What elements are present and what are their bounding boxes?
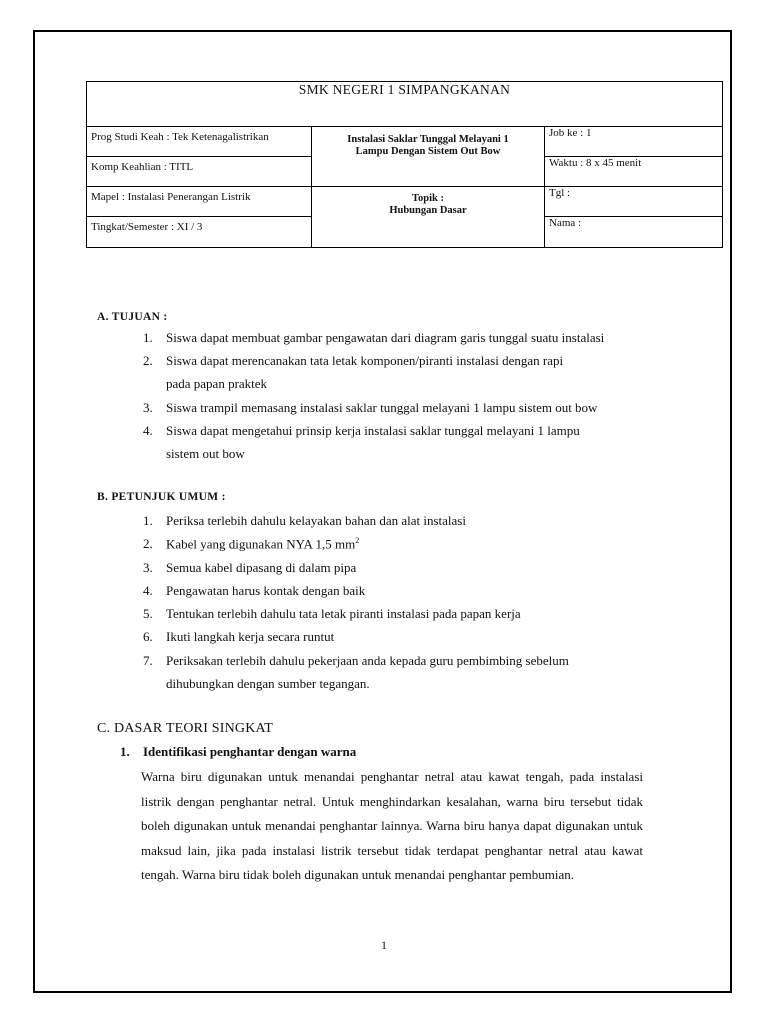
page-number: 1 — [381, 938, 387, 952]
header-table — [86, 81, 723, 248]
petunjuk-item-1: Periksa terlebih dahulu kelayakan bahan dan alat instalasi — [166, 513, 466, 528]
waktu: Waktu : 8 x 45 menit — [549, 157, 642, 169]
komp-keahlian: Komp Keahlian : TITL — [91, 161, 194, 173]
petunjuk-num-7: 7. — [143, 653, 153, 668]
petunjuk-heading: B. PETUNJUK UMUM : — [97, 491, 226, 503]
school-name: SMK NEGERI 1 SIMPANGKANAN — [298, 82, 511, 97]
tujuan-item-4-cont: sistem out bow — [166, 446, 245, 461]
tujuan-num-2: 2. — [143, 353, 153, 368]
topik — [312, 193, 544, 217]
tujuan-num-1: 1. — [143, 330, 153, 345]
superscript-2: 2 — [355, 536, 360, 545]
prog-studi: Prog Studi Keah : Tek Ketenagalistrikan — [91, 131, 269, 143]
job-title-line-2: Lampu Dengan Sistem Out Bow — [355, 146, 501, 157]
petunjuk-item-2 — [166, 536, 359, 552]
tujuan-item-4: Siswa dapat mengetahui prinsip kerja instalasi saklar tunggal melayani 1 lampu — [166, 423, 580, 438]
tujuan-num-4: 4. — [143, 423, 153, 438]
tujuan-heading: A. TUJUAN : — [97, 311, 168, 323]
dasar-teori-sub-heading: Identifikasi penghantar dengan warna — [143, 744, 357, 759]
petunjuk-num-2: 2. — [143, 536, 153, 551]
topik-label: Topik : — [411, 193, 444, 204]
petunjuk-item-7-cont: dihubungkan dengan sumber tegangan. — [166, 676, 370, 691]
job-title-line-1: Instalasi Saklar Tunggal Melayani 1 — [347, 134, 509, 145]
petunjuk-num-3: 3. — [143, 560, 153, 575]
petunjuk-item-7: Periksakan terlebih dahulu pekerjaan anda kepada guru pembimbing sebelum — [166, 653, 569, 668]
petunjuk-item-2-text: Kabel yang digunakan NYA 1,5 mm — [166, 536, 356, 552]
tujuan-item-3: Siswa trampil memasang instalasi saklar tunggal melayani 1 lampu sistem out bow — [166, 400, 598, 415]
tujuan-item-2-cont: pada papan praktek — [166, 376, 268, 391]
topik-value: Hubungan Dasar — [389, 205, 467, 216]
tujuan-item-1: Siswa dapat membuat gambar pengawatan dari diagram garis tunggal suatu instalasi — [166, 330, 605, 345]
dasar-teori-heading: C. DASAR TEORI SINGKAT — [97, 721, 274, 736]
dasar-teori-paragraph: Warna biru digunakan untuk menandai penghantar netral atau kawat tengah, pada instalasi listrik dengan penghantar netral. Untuk menghindarkan kesalahan, warna biru tersebut tidak boleh digunakan untuk menandai penghantar lainnya. Warna biru hanya dapat digunakan untuk maksud lain, jika pada instalasi listrik tersebut tidak terdapat penghantar netral atau kawat tengah. Warna biru tidak boleh digunakan untuk menandai penghantar pembumian. — [141, 769, 643, 882]
petunjuk-num-1: 1. — [143, 513, 153, 528]
tanggal: Tgl : — [549, 187, 571, 199]
petunjuk-item-4: Pengawatan harus kontak dengan baik — [166, 583, 366, 598]
job-number: Job ke : 1 — [549, 127, 592, 139]
petunjuk-num-4: 4. — [143, 583, 153, 598]
petunjuk-item-6: Ikuti langkah kerja secara runtut — [166, 629, 335, 644]
petunjuk-item-5: Tentukan terlebih dahulu tata letak piranti instalasi pada papan kerja — [166, 606, 521, 621]
mapel: Mapel : Instalasi Penerangan Listrik — [91, 191, 251, 203]
job-title — [312, 134, 544, 158]
petunjuk-item-3: Semua kabel dipasang di dalam pipa — [166, 560, 357, 575]
dasar-teori-sub-num: 1. — [120, 744, 130, 759]
petunjuk-num-5: 5. — [143, 606, 153, 621]
petunjuk-num-6: 6. — [143, 629, 153, 644]
tingkat-semester: Tingkat/Semester : XI / 3 — [91, 221, 203, 233]
nama: Nama : — [549, 217, 582, 229]
tujuan-num-3: 3. — [143, 400, 153, 415]
tujuan-item-2: Siswa dapat merencanakan tata letak komponen/piranti instalasi dengan rapi — [166, 353, 564, 368]
